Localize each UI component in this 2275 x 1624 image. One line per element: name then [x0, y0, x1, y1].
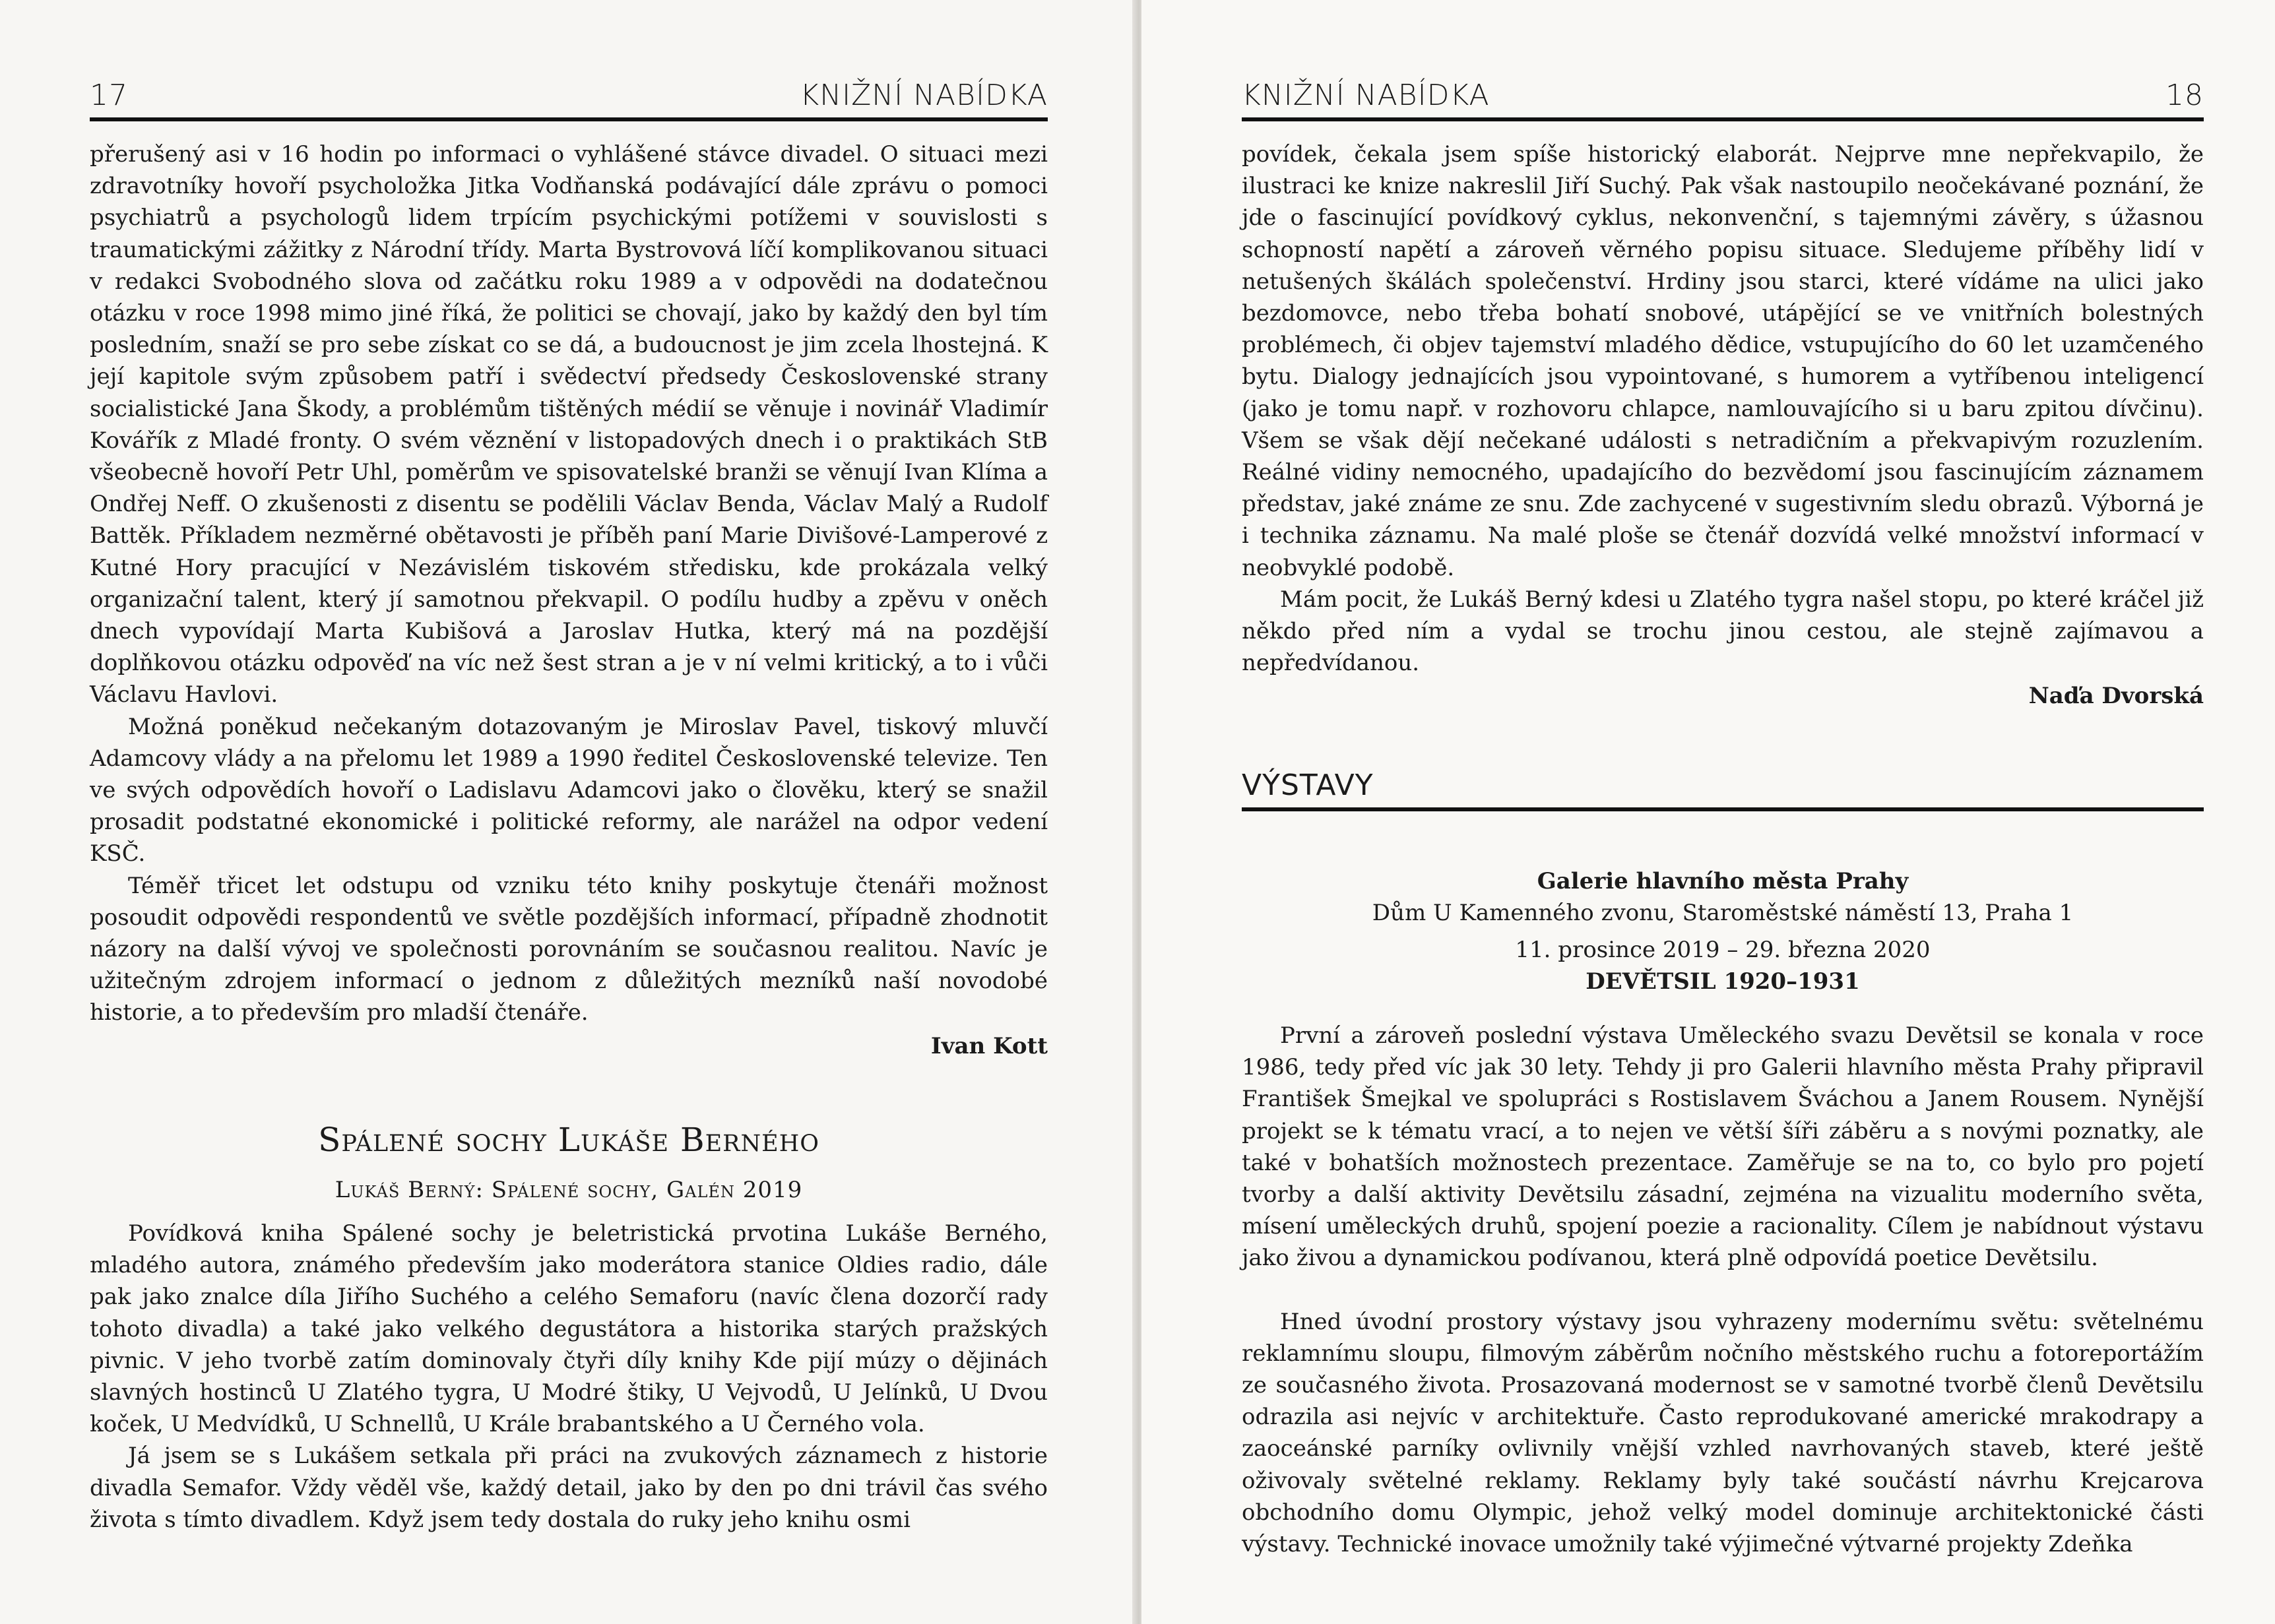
- review-author: Naďa Dvorská: [2028, 683, 2204, 710]
- paragraph: Hned úvodní prostory výstavy jsou vyhrazeny modernímu světu: světelnému reklamnímu sloupu, filmovým záběrům nočního městského ruchu a fotoreportážím ze současného života. Prosazovaná modernost se v samotné tvorbě členů Devětsilu odrazila asi nejvíc v architektuře. Často reprodukované americké mrakodrapy a zaoceánské parníky ovlivnily vnější vzhled navrhovaných staveb, které ještě oživovaly světelné reklamy. Reklamy byly také součástí návrhu Krejcarova obchodního domu Olympic, jehož velký model dominuje architektonické části výstavy. Technické inovace umožnily také výjimečné výtvarné projekty Zdeňka: [1242, 1308, 2204, 1558]
- gallery-name: Galerie hlavního města Prahy: [1537, 868, 1909, 894]
- gallery-address: Dům U Kamenného zvonu, Staroměstské náměstí 13, Praha 1: [1372, 900, 2074, 926]
- right-page-header: [1242, 71, 2204, 121]
- left-text-column: [90, 139, 1048, 1536]
- left-page-header: [90, 71, 1048, 121]
- paragraph: povídek, čekala jsem spíše historický elaborát. Nejprve mne nepřekvapilo, že ilustraci ke knize nakreslil Jiří Suchý. Pak však nastoupilo neočekávané poznání, že jde o fascinující povídkový cyklus, nekonvenční, s tajemnými závěry, s úžasnou schopností napětí a zároveň věrného popisu situace. Sledujeme příběhy lidí v netušených škálách společenství. Hrdiny jsou starci, které vídáme na ulici jako bezdomovce, nebo třeba bohatí snobové, utápějící se ve vnitřních bolestných problémech, či objev tajemství mladého dědice, vstupujícího do 60 let uzamčeného bytu. Dialogy jednajících jsou vypointované, s humorem a vytříbenou inteligencí (jako je tomu např. v rozhovoru chlapce, namlouvajícího si u baru zpitou dívčinu). Všem se však dějí nečekané události s netradičním a překvapivým rozuzlením. Reálné vidiny nemocného, upadajícího do bezvědomí jsou fascinujícím záznamem představ, jaké známe ze snu. Zde zachycené v sugestivním sledu obrazů. Výborná je i technika záznamu. Na malé ploše se čtenář dozvídá velké množství informací v neobvyklé podobě.: [1242, 141, 2204, 581]
- paragraph: Povídková kniha Spálené sochy je beletristická prvotina Lukáše Berného, mladého autora, známého především jako moderátora stanice Oldies radio, dále pak jako znalce díla Jiřího Suchého a celého Semaforu (navíc člena dozorčí rady tohoto divadla) a také jako velkého degustátora a historika starých pražských pivnic. V jeho tvorbě zatím dominovaly čtyři díly knihy Kde pijí múzy o dějinách slavných hostinců U Zlatého tygra, U Modré štiky, U Vejvodů, U Jelínků, U Dvou koček, U Medvídků, U Schnellů, U Krále brabantského a U Černého vola.: [90, 1220, 1048, 1438]
- article-subtitle: Lukáš Berný: Spálené sochy, Galén 2019: [335, 1176, 803, 1203]
- paragraph: Možná poněkud nečekaným dotazovaným je Miroslav Pavel, tiskový mluvčí Adamcovy vlády a na přelomu let 1989 a 1990 ředitel Československé televize. Ten ve svých odpovědích hovoří o Ladislavu Adamcovi jako o člověku, který se snažil prosadit podstatné ekonomické i politické reformy, ale narážel na odpor vedení KSČ.: [90, 713, 1048, 867]
- paragraph: Já jsem se s Lukášem setkala při práci na zvukových záznamech z historie divadla Semafor. Vždy věděl vše, každý detail, jako by den po dni trávil čas svého života s tímto divadlem. Když jsem tedy dostala do ruky jeho knihu osmi: [90, 1443, 1048, 1533]
- section-title: VÝSTAVY: [1242, 761, 2204, 811]
- paragraph: První a zároveň poslední výstava Uměleckého svazu Devětsil se konala v roce 1986, tedy před víc jak 30 lety. Tehdy ji pro Galerii hlavního města Prahy připravil František Šmejkal ve spolupráci s Rostislavem Šváchou a Janem Rousem. Nynější projekt se k tématu vrací, a to nejen ve větší šíři záběru a s novými poznatky, ale také v bohatších možnostech prezentace. Zaměřuje se na to, co bylo pro pojetí tvorby a další aktivity Devětsilu zásadní, zejména na vizualitu moderního světa, mísení uměleckých druhů, spojení poezie a racionality. Cílem je nabídnout výstavu jako živou a dynamickou podívanou, která plně odpovídá poetice Devětsilu.: [1242, 1022, 2204, 1272]
- page-number: 18: [2165, 78, 2204, 112]
- paragraph: Mám pocit, že Lukáš Berný kdesi u Zlatého tygra našel stopu, po které kráčel již někdo před ním a vydal se trochu jinou cestou, ale stejně zajímavou a nepředvídanou.: [1242, 586, 2204, 677]
- paragraph: přerušený asi v 16 hodin po informaci o vyhlášené stávce divadel. O situaci mezi zdravotníky hovoří psycholožka Jitka Vodňanská podávající dále zprávu o pomoci psychiatrů a psychologů lidem trpícím psychickými potížemi v souvislosti s traumatickými zážitky z Národní třídy. Marta Bystrovová líčí komplikovanou situaci v redakci Svobodného slova od začátku roku 1989 a v odpovědi na dodatečnou otázku v roce 1998 mimo jiné říká, že politici se chovají, jako by každý den byl tím posledním, snaží se pro sebe získat co se dá, a budoucnost je jim zcela lhostejná. K její kapitole svým způsobem patří i svědectví předsedy Československé strany socialistické Jana Škody, a problémům tištěných médií se věnuje i novinář Vladimír Kovářík z Mladé fronty. O svém věznění v listopadových dnech i o praktikách StB všeobecně hovoří Petr Uhl, poměrům ve spisovatelské branži se věnují Ivan Klíma a Ondřej Neff. O zkušenosti z disentu se podělili Václav Benda, Václav Malý a Rudolf Battěk. Příkladem nezměrné obětavosti je příběh paní Marie Divišové-Lamperové z Kutné Hory pracující v Nezávislém tiskovém středisku, kde prokázala velký organizační talent, který jí samotnou překvapil. O podílu hudby a zpěvu v oněch dnech vypovídají Marta Kubišová a Jaroslav Hutka, který má na pozdější doplňkovou otázku odpověď na víc než šest stran a je v ní velmi kritický, a to i vůči Václavu Havlovi.: [90, 141, 1048, 708]
- exhibition-title: DEVĚTSIL 1920–1931: [1586, 968, 1860, 995]
- right-page: [1141, 0, 2275, 1624]
- left-page: [0, 0, 1136, 1624]
- page-number: 17: [90, 78, 128, 112]
- header-title: KNIŽNÍ NABÍDKA: [800, 78, 1048, 112]
- paragraph: Téměř třicet let odstupu od vzniku této knihy poskytuje čtenáři možnost posoudit odpovědi respondentů ve světle pozdějších informací, případně zhodnotit názory na další vývoj ve společnosti porovnáním se současnou realitou. Navíc je užitečným zdrojem informací o jednom z důležitých mezníků naší novodobé historie, a to především pro mladší čtenáře.: [90, 872, 1048, 1026]
- right-text-column-top: [1242, 139, 2204, 712]
- exhibition-dates: 11. prosince 2019 – 29. března 2020: [1515, 937, 1931, 963]
- header-title: KNIŽNÍ NABÍDKA: [1242, 78, 1490, 112]
- exhibition-block: [1242, 865, 2204, 1560]
- article-title: Spálené sochy Lukáše Berného: [318, 1120, 819, 1159]
- review-author: Ivan Kott: [930, 1032, 1048, 1059]
